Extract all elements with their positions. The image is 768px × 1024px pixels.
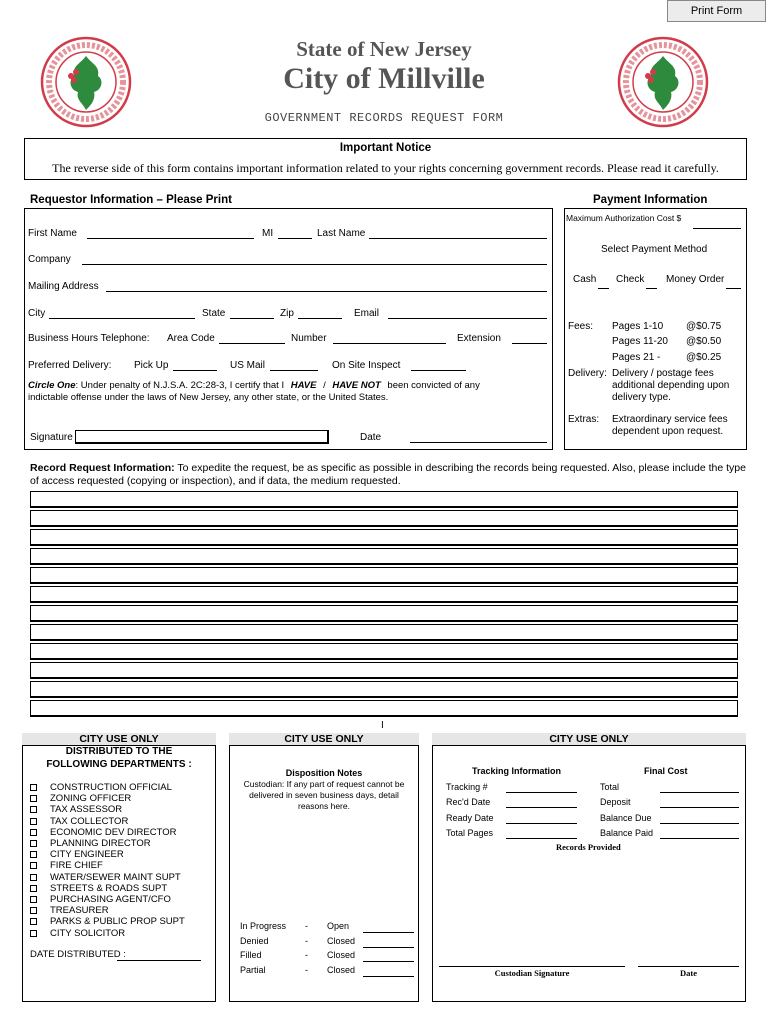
department-label: TAX COLLECTOR [50,815,129,827]
city-use-heading-2: CITY USE ONLY [229,733,419,745]
preferred-delivery-label: Preferred Delivery: [28,360,112,371]
tracking-field[interactable] [506,838,577,839]
tracking-label: Ready Date [446,812,494,823]
payment-heading: Payment Information [593,194,708,206]
tracking-label: Tracking # [446,782,488,792]
department-label: CONSTRUCTION OFFICIAL [50,782,172,793]
department-item[interactable] [30,883,167,894]
record-request-line-6[interactable] [30,586,738,603]
custodian-signature-label: Custodian Signature [494,968,570,978]
phone-number-field[interactable] [333,343,446,344]
fee-pages-11-20: Pages 11-20 [612,336,668,347]
extension-label: Extension [457,333,501,344]
pick-up-field[interactable] [173,370,217,371]
distribution-title-1: DISTRIBUTED TO THE [65,746,173,757]
status-state: Open [327,921,350,931]
disposition-text: Custodian: If any part of request cannot be delivered in seven business days, detail reasons here. [243,779,405,811]
record-request-line-9[interactable] [30,643,738,660]
department-item[interactable] [30,872,181,883]
delivery-text: Delivery / postage fees additional depending upon delivery type. [612,368,730,403]
checkbox-icon[interactable] [30,862,37,869]
tracking-field[interactable] [506,807,577,808]
record-request-text: To expedite the request, be as specific as possible in describing the records being requested. Also, please include the type of access requested (copying or inspection), and if data, the medium requested. [30,462,746,487]
date-field[interactable] [410,442,547,443]
cost-label: Balance Due [600,812,652,823]
extras-text: Extraordinary service fees dependent upon request. [612,414,728,437]
checkbox-icon[interactable] [30,896,37,903]
extras-label: Extras: [568,414,600,425]
disposition-title: Disposition Notes [285,768,363,778]
notice-title: Important Notice [339,142,432,154]
department-label: PLANNING DIRECTOR [50,838,151,849]
cost-label: Total [600,782,620,792]
status-label: Filled [240,950,262,961]
department-label: CITY ENGINEER [50,849,124,861]
custodian-date-label: Date [680,968,697,978]
tracking-field[interactable] [506,792,577,793]
mailing-address-label: Mailing Address [28,281,99,292]
record-request-intro [30,462,746,488]
city-use-heading-1: CITY USE ONLY [22,733,216,745]
department-label: FIRE CHIEF [50,860,103,872]
date-distributed-field[interactable] [117,960,201,961]
cost-label: Balance Paid [600,827,654,838]
option-slash: / [323,380,326,391]
department-item[interactable] [30,793,131,804]
zip-field[interactable] [298,318,342,319]
checkbox-icon[interactable] [30,930,37,937]
custodian-signature-field[interactable] [439,966,625,967]
status-field[interactable] [363,932,414,933]
business-phone-label: Business Hours Telephone: [28,333,150,344]
print-form-button[interactable]: Print Form [667,0,766,22]
checkbox-icon[interactable] [30,840,37,847]
money-order-label: Money Order [666,274,725,285]
notice-body: The reverse side of this form contains important information related to your rights concerning government records. Please read it carefully. [52,161,719,175]
status-field[interactable] [363,976,414,977]
cash-label: Cash [573,274,597,285]
department-label: ZONING OFFICER [50,793,132,805]
cost-field[interactable] [660,807,739,808]
important-notice-box [24,138,747,180]
tracking-field[interactable] [506,823,577,824]
department-label: WATER/SEWER MAINT SUPT [50,871,181,883]
date-distributed-label: DATE DISTRIBUTED : [30,949,126,960]
status-state: Closed [327,965,356,976]
department-label: STREETS & ROADS SUPT [50,882,168,894]
city-use-heading-3: CITY USE ONLY [432,733,746,745]
record-request-line-7[interactable] [30,605,738,622]
select-method-label: Select Payment Method [601,244,708,255]
tracking-title: Tracking Information [472,766,562,776]
final-cost-title: Final Cost [644,766,688,776]
record-request-label: Record Request Information: [30,462,175,474]
department-label: TAX ASSESSOR [50,804,123,816]
state-field[interactable] [230,318,274,319]
status-label: Denied [240,935,269,946]
fee-price-2: @$0.50 [686,336,722,347]
status-state: Closed [327,950,356,961]
department-label: CITY SOLICITOR [50,927,126,939]
status-dash: - [305,921,308,931]
cost-field[interactable] [660,823,739,824]
department-item[interactable] [30,894,171,905]
text-cursor-icon: I [381,720,384,731]
date-label: Date [360,432,382,443]
company-field[interactable] [82,264,547,265]
email-label: Email [354,308,380,319]
tracking-label: Total Pages [446,827,494,838]
department-label: ECONOMIC DEV DIRECTOR [50,826,177,838]
money-order-field[interactable] [726,288,741,289]
us-mail-field[interactable] [270,370,318,371]
max-auth-label: Maximum Authorization Cost $ [566,213,682,223]
department-label: TREASURER [50,905,109,917]
record-request-line-10[interactable] [30,662,738,679]
cost-field[interactable] [660,792,739,793]
department-item[interactable] [30,838,151,849]
cost-field[interactable] [660,838,739,839]
fees-label: Fees: [568,321,594,332]
distribution-title-2: FOLLOWING DEPARTMENTS : [46,759,192,770]
area-code-label: Area Code [167,333,215,344]
extension-field[interactable] [512,343,547,344]
state-label: State [202,308,226,319]
record-request-line-8[interactable] [30,624,738,641]
fee-price-1: @$0.75 [686,321,722,332]
status-label: Partial [240,965,266,976]
us-mail-label: US Mail [230,360,266,371]
department-item[interactable] [30,928,125,939]
checkbox-icon[interactable] [30,918,37,925]
status-state: Closed [327,935,356,946]
on-site-inspect-label: On Site Inspect [332,360,401,371]
department-item[interactable] [30,860,103,871]
zip-label: Zip [280,308,294,319]
status-dash: - [305,965,308,976]
record-request-line-4[interactable] [30,548,738,565]
checkbox-icon[interactable] [30,907,37,914]
area-code-field[interactable] [219,343,285,344]
checkbox-icon[interactable] [30,806,37,813]
pick-up-label: Pick Up [134,360,169,371]
circle-one-label: Circle One [28,380,76,391]
last-name-field[interactable] [369,238,547,239]
status-label: In Progress [240,921,287,931]
mi-field[interactable] [278,238,312,239]
fee-price-3: @$0.25 [686,352,722,363]
check-label: Check [616,274,645,285]
checkbox-icon[interactable] [30,818,37,825]
signature-label: Signature [30,432,73,443]
cert-text-b: been convicted of any [387,380,480,391]
cert-text-a: : Under penalty of N.J.S.A. 2C:28-3, I certify that I [75,380,285,391]
checkbox-icon[interactable] [30,829,37,836]
max-auth-field[interactable] [693,228,741,229]
state-title: State of New Jersey [296,37,472,61]
status-field[interactable] [363,947,414,948]
department-label: PURCHASING AGENT/CFO [50,894,171,905]
city-label: City [28,308,46,319]
city-field[interactable] [49,318,195,319]
have-option[interactable]: HAVE [290,380,317,391]
checkbox-icon[interactable] [30,874,37,881]
check-field[interactable] [646,288,657,289]
status-field[interactable] [363,961,414,962]
checkbox-icon[interactable] [30,795,37,802]
cert-text-c: indictable offense under the laws of New Jersey, any other state, or the United States. [28,392,389,403]
tracking-label: Rec'd Date [446,797,491,808]
requestor-heading: Requestor Information – Please Print [30,194,232,206]
requestor-box [24,208,553,450]
number-label: Number [291,333,327,344]
department-item[interactable] [30,827,177,838]
fee-pages-1-10: Pages 1-10 [612,321,664,332]
signature-field[interactable] [75,430,329,444]
first-name-field[interactable] [87,238,254,239]
fee-pages-21: Pages 21 - [612,352,661,363]
record-request-line-1[interactable] [30,491,738,508]
first-name-label: First Name [28,228,77,239]
on-site-inspect-field[interactable] [411,370,466,371]
department-item[interactable] [30,916,185,927]
checkbox-icon[interactable] [30,885,37,892]
form-title: GOVERNMENT RECORDS REQUEST FORM [264,111,504,125]
department-label: PARKS & PUBLIC PROP SUPT [50,916,185,928]
checkbox-icon[interactable] [30,784,37,791]
mailing-address-field[interactable] [106,291,547,292]
email-field[interactable] [388,318,547,319]
department-item[interactable] [30,804,122,815]
record-request-line-5[interactable] [30,567,738,584]
record-request-line-3[interactable] [30,529,738,546]
cost-label: Deposit [600,797,631,808]
record-request-line-12[interactable] [30,700,738,717]
status-dash: - [305,950,308,961]
department-item[interactable] [30,816,128,827]
record-request-line-2[interactable] [30,510,738,527]
city-title: City of Millville [283,62,485,95]
checkbox-icon[interactable] [30,851,37,858]
records-provided-label: Records Provided [556,842,621,852]
status-dash: - [305,935,308,946]
mi-label: MI [262,228,274,239]
department-item[interactable] [30,782,172,793]
have-not-option[interactable]: HAVE NOT [332,380,381,391]
certification-text [28,380,548,404]
last-name-label: Last Name [317,228,366,239]
custodian-date-field[interactable] [638,966,739,967]
cash-field[interactable] [598,288,609,289]
company-label: Company [28,254,71,265]
delivery-label: Delivery: [568,368,607,379]
record-request-line-11[interactable] [30,681,738,698]
department-item[interactable] [30,905,109,916]
department-item[interactable] [30,849,124,860]
